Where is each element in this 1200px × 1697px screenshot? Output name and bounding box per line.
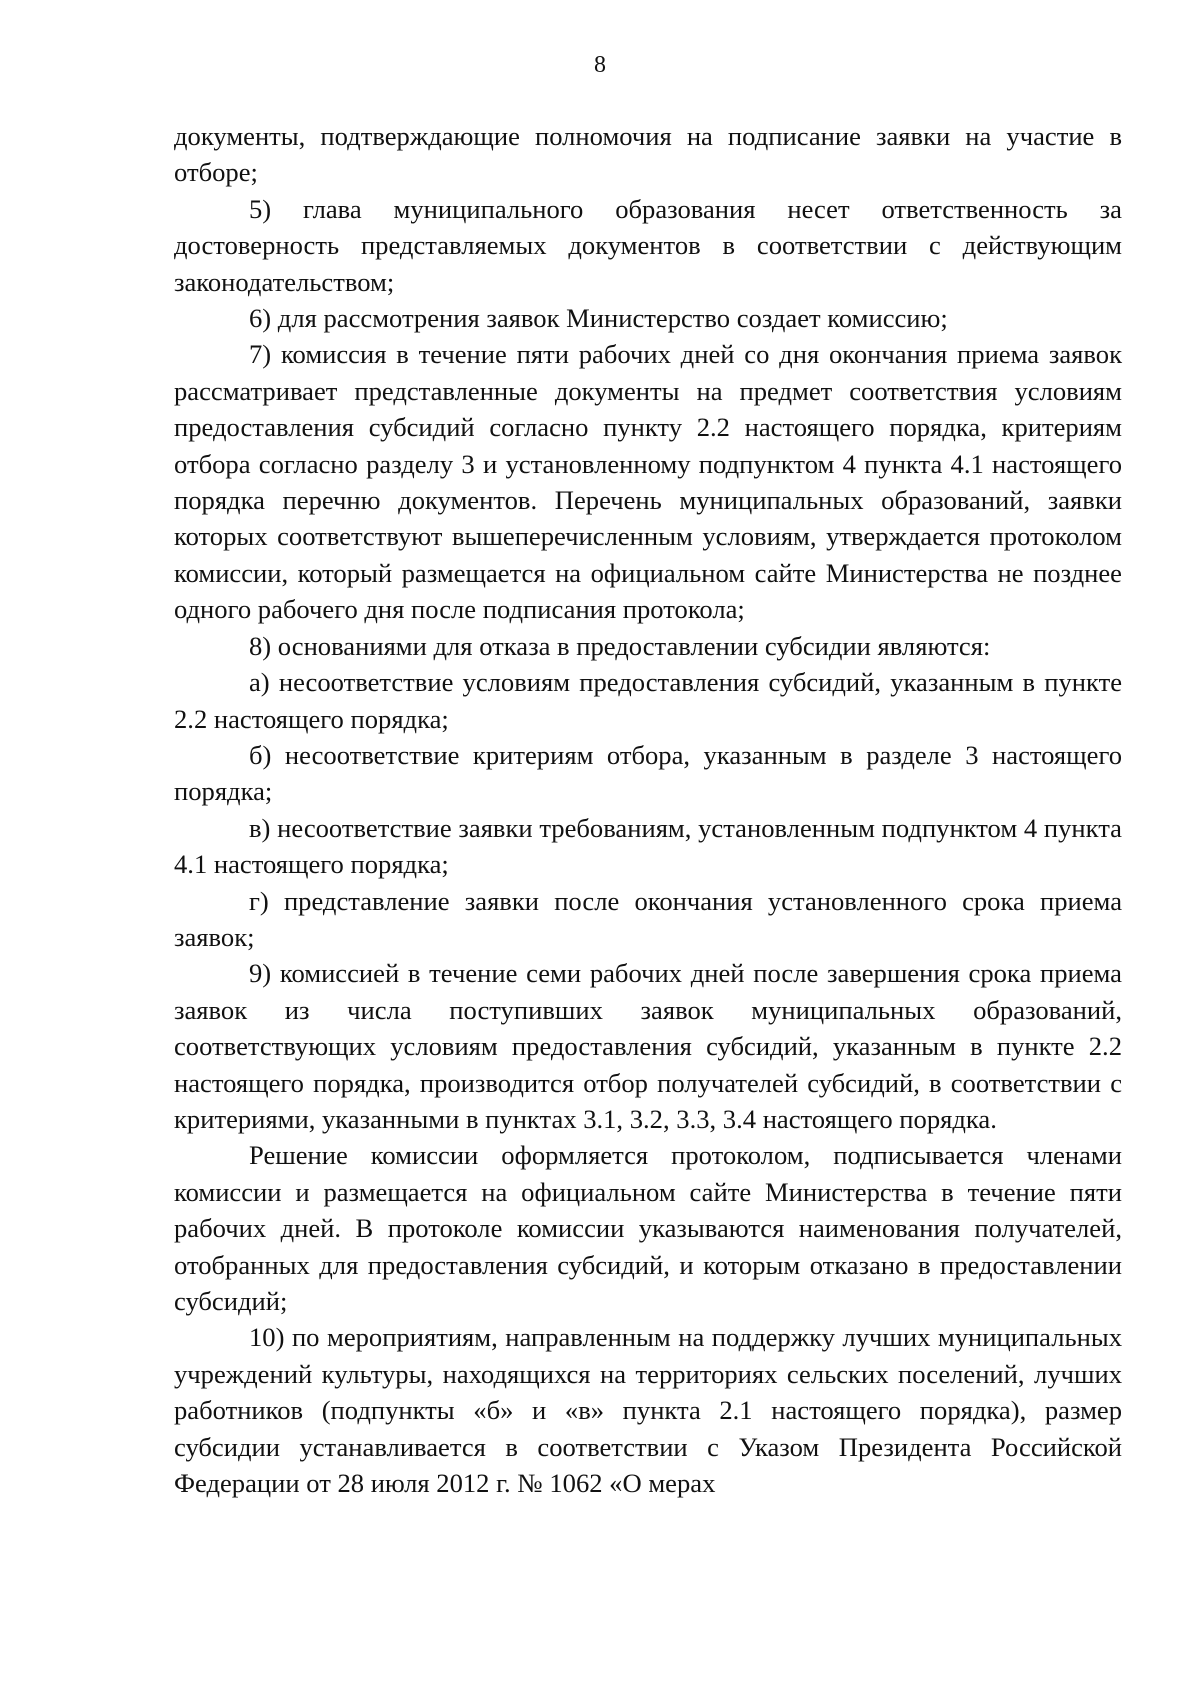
paragraph-continuation: документы, подтверждающие полномочия на подписание заявки на участие в отборе; (174, 121, 1122, 188)
paragraph-item-6: 6) для рассмотрения заявок Министерство создает комиссию; (249, 303, 948, 334)
paragraph-item-8: 8) основаниями для отказа в предоставлении субсидии являются: (249, 630, 991, 661)
document-body (174, 118, 1122, 1501)
paragraph-subitem-a: а) несоответствие условиям предоставления субсидий, указанным в пункте 2.2 настоящего порядка; (174, 667, 1122, 734)
paragraph-item-5: 5) глава муниципального образования несет ответственность за достоверность представляемых документов в соответствии с действующим законодательством; (174, 193, 1122, 297)
paragraph-subitem-g: г) представление заявки после окончания установленного срока приема заявок; (174, 885, 1122, 952)
paragraph-subitem-v: в) несоответствие заявки требованиям, установленным подпунктом 4 пункта 4.1 настоящего порядка; (174, 812, 1122, 880)
paragraph-item-10: 10) по мероприятиям, направленным на поддержку лучших муниципальных учреждений культуры, находящихся на территориях сельских поселений, лучших работников (подпункты «б» и «в» пункта 2.1 настоящего порядка), размер субсидии устанавливается в соответствии с Указом Президента Российской Федерации от 28 июля 2012 г. № 1062 «О мерах (174, 1322, 1122, 1499)
paragraph-item-9: 9) комиссией в течение семи рабочих дней после завершения срока приема заявок из числа поступивших заявок муниципальных образований, соответствующих условиям предоставления субсидий, указанным в пункте 2.2 настоящего порядка, производится отбор получателей субсидий, в соответствии с критериями, указанными в пунктах 3.1, 3.2, 3.3, 3.4 настоящего порядка. (174, 958, 1122, 1134)
paragraph-commission-decision: Решение комиссии оформляется протоколом, подписывается членами комиссии и размещается на официальном сайте Министерства в течение пяти рабочих дней. В протоколе комиссии указываются наименования получателей, отобранных для предоставления субсидий, и которым отказано в предоставлении субсидий; (174, 1140, 1122, 1316)
paragraph-item-7: 7) комиссия в течение пяти рабочих дней со дня окончания приема заявок рассматривает представленные документы на предмет соответствия условиям предоставления субсидий согласно пункту 2.2 настоящего порядка, критериям отбора согласно разделу 3 и установленному подпунктом 4 пункта 4.1 настоящего порядка перечню документов. Перечень муниципальных образований, заявки которых соответствуют вышеперечисленным условиям, утверждается протоколом комиссии, который размещается на официальном сайте Министерства не позднее одного рабочего дня после подписания протокола; (174, 339, 1122, 625)
paragraph-subitem-b: б) несоответствие критериям отбора, указанным в разделе 3 настоящего порядка; (174, 739, 1122, 807)
page-number: 8 (594, 52, 606, 78)
